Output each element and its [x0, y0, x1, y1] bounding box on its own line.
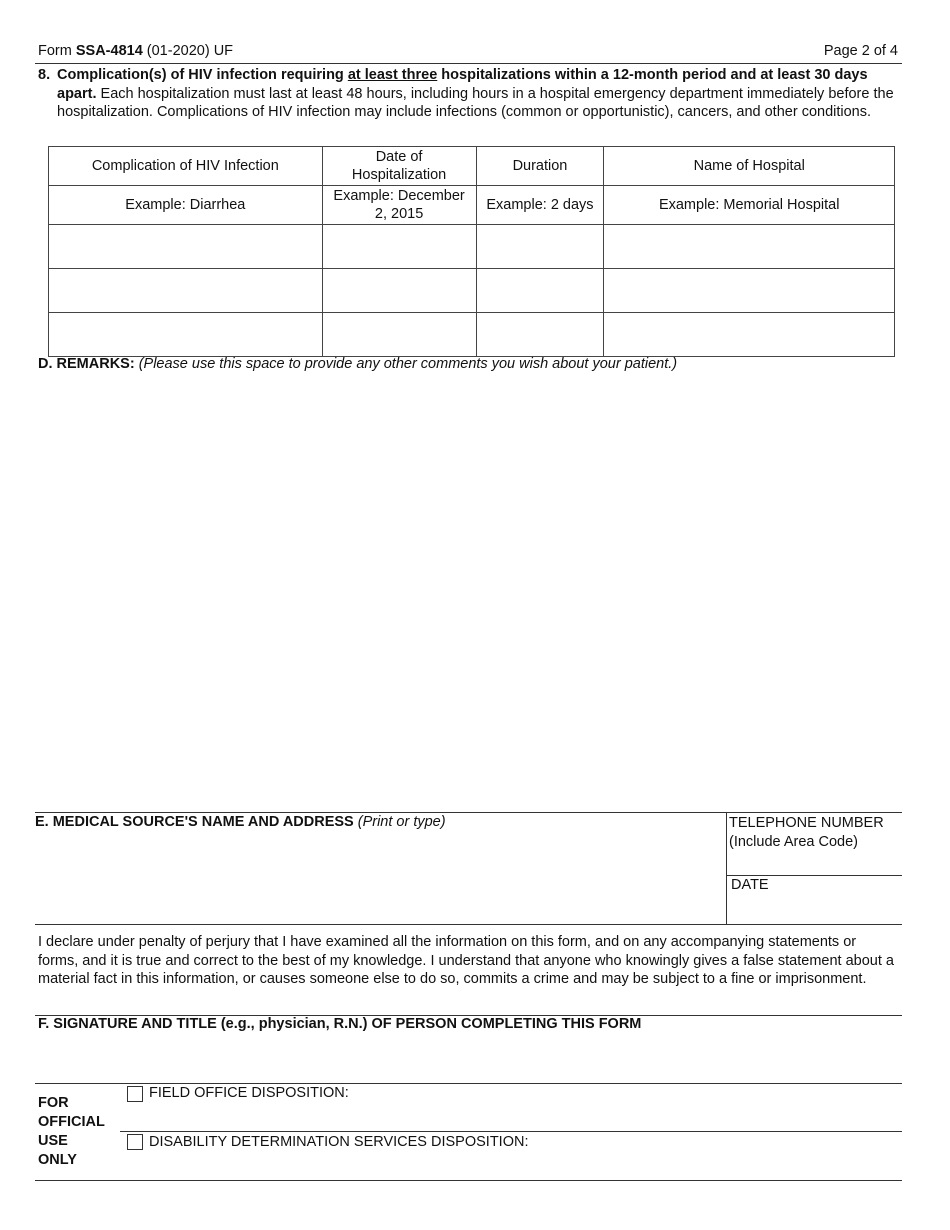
question-8 — [38, 66, 898, 122]
official-line: OFFICIAL — [38, 1114, 105, 1130]
page-number: Page 2 of 4 — [823, 43, 898, 59]
section-e-divider — [726, 812, 727, 924]
complication-field[interactable] — [49, 269, 323, 313]
official-line: ONLY — [38, 1152, 77, 1168]
complication-field[interactable] — [49, 225, 323, 269]
example-row — [49, 186, 895, 225]
question-bold-lead: Complication(s) of HIV infection requiring — [57, 67, 348, 83]
date-label: DATE — [731, 877, 769, 893]
col-header-duration: Duration — [476, 147, 604, 186]
header-divider — [35, 63, 902, 64]
telephone-date-divider — [726, 875, 902, 876]
example-complication: Example: Diarrhea — [49, 186, 323, 225]
official-use-label — [38, 1094, 118, 1170]
form-identifier — [38, 43, 233, 59]
official-line: USE — [38, 1133, 68, 1149]
field-office-checkbox[interactable] — [127, 1086, 143, 1102]
table-row — [49, 313, 895, 357]
medical-source-hint: (Print or type) — [353, 814, 446, 830]
form-prefix: Form — [38, 43, 76, 59]
duration-field[interactable] — [476, 225, 604, 269]
form-revision: (01-2020) UF — [142, 43, 234, 59]
signature-heading: F. SIGNATURE AND TITLE (e.g., physician, R.N.) OF PERSON COMPLETING THIS FORM — [38, 1016, 642, 1032]
section-e-bottom-rule — [35, 924, 902, 925]
table-header-row — [49, 147, 895, 186]
question-number: 8. — [38, 67, 51, 83]
hospital-field[interactable] — [604, 269, 895, 313]
example-date: Example: December 2, 2015 — [322, 186, 476, 225]
table-row — [49, 269, 895, 313]
date-field[interactable] — [322, 225, 476, 269]
hospital-field[interactable] — [604, 225, 895, 269]
official-line: FOR — [38, 1095, 69, 1111]
remarks-label: D. REMARKS: — [38, 356, 135, 372]
complication-field[interactable] — [49, 313, 323, 357]
telephone-label-block — [729, 814, 884, 852]
col-header-complication: Complication of HIV Infection — [49, 147, 323, 186]
col-header-hospital: Name of Hospital — [604, 147, 895, 186]
date-field[interactable] — [322, 313, 476, 357]
duration-field[interactable] — [476, 269, 604, 313]
official-mid-rule — [120, 1131, 902, 1132]
medical-source-title: E. MEDICAL SOURCE'S NAME AND ADDRESS — [35, 814, 354, 830]
example-hospital: Example: Memorial Hospital — [604, 186, 895, 225]
table-row — [49, 225, 895, 269]
medical-source-heading — [35, 814, 446, 830]
telephone-label: TELEPHONE NUMBER — [729, 815, 884, 831]
official-bottom-rule — [35, 1180, 902, 1181]
duration-field[interactable] — [476, 313, 604, 357]
question-bold-tail: hospitalizations within a 12-month period and at least 30 days apart. — [57, 67, 868, 102]
dds-checkbox[interactable] — [127, 1134, 143, 1150]
example-duration: Example: 2 days — [476, 186, 604, 225]
hospitalization-table — [48, 146, 895, 357]
field-office-label: FIELD OFFICE DISPOSITION: — [149, 1085, 349, 1101]
perjury-declaration: I declare under penalty of perjury that I have examined all the information on this form, and on any accompanying statements or forms, and it is true and correct to the best of my knowledge. I understand that anyone who knowingly gives a false statement about a material fact in this information, or causes someone else to do so, commits a crime and may be subject to a fine or imprisonment. — [38, 934, 894, 987]
form-number: SSA-4814 — [75, 43, 143, 59]
signature-field[interactable] — [35, 1036, 902, 1081]
dds-label: DISABILITY DETERMINATION SERVICES DISPOSITION: — [149, 1134, 529, 1150]
question-underlined: at least three — [347, 67, 438, 83]
remarks-heading — [38, 356, 677, 372]
hospital-field[interactable] — [604, 313, 895, 357]
question-text: Each hospitalization must last at least 48 hours, including hours in a hospital emergency department immediately before the hospitalization. Complications of HIV infection may include infections (common or opportunistic), cancers, and other conditions. — [57, 85, 894, 120]
telephone-hint: (Include Area Code) — [729, 834, 858, 850]
col-header-date: Date of Hospitalization — [322, 147, 476, 186]
remarks-hint: (Please use this space to provide any other comments you wish about your patient.) — [134, 356, 678, 372]
medical-source-field[interactable] — [35, 834, 723, 922]
official-top-rule — [35, 1083, 902, 1084]
section-e-top-rule — [35, 812, 902, 813]
date-field[interactable] — [322, 269, 476, 313]
remarks-area[interactable] — [35, 378, 902, 808]
